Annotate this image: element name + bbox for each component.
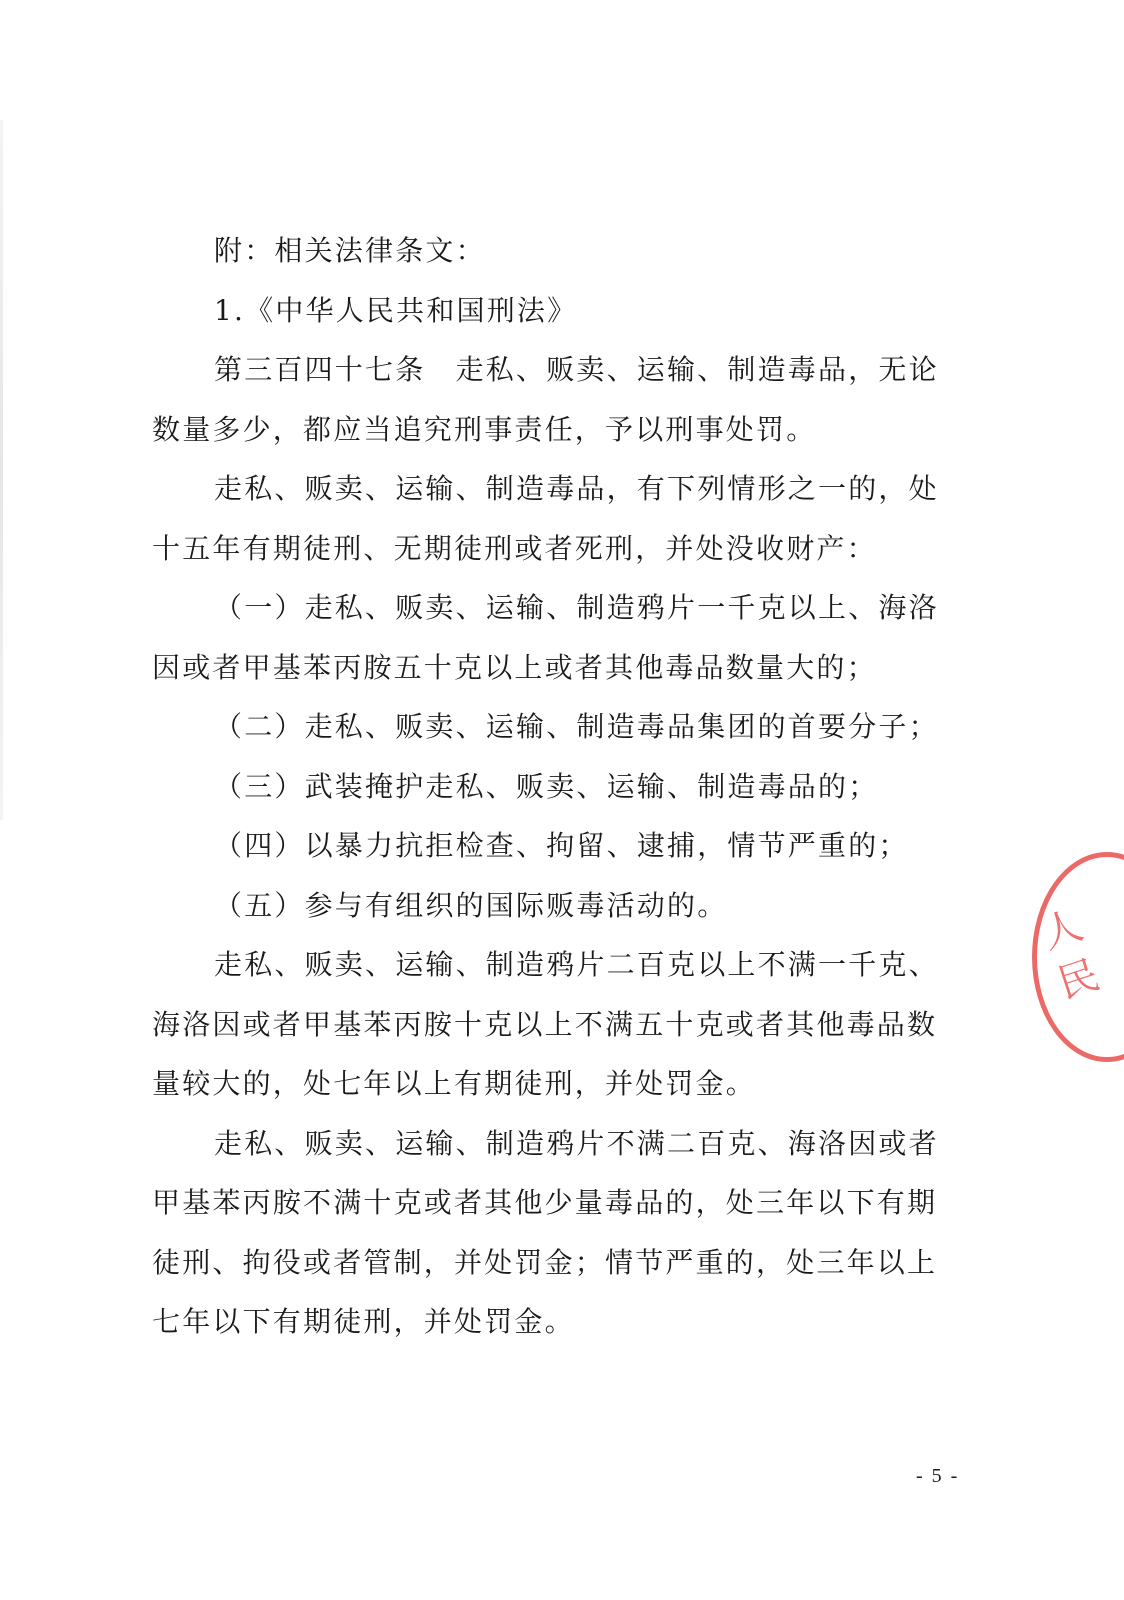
scan-edge-shadow [0,120,3,820]
clause-5: （五）参与有组织的国际贩毒活动的。 [214,888,728,922]
appendix-heading: 附：相关法律条文： [214,234,486,267]
clause-4: （四）以暴力抗拒检查、拘留、逮捕，情节严重的； [214,829,909,862]
clause-2: （二）走私、贩卖、运输、制造毒品集团的首要分子； [214,710,939,743]
page-number: - 5 - [916,1465,960,1487]
article-347-paragraph-2: 走私、贩卖、运输、制造毒品，有下列情形之一的，处十五年有期徒刑、无期徒刑或者死刑，并处没收财产： [152,472,939,565]
law-title: 1.《中华人民共和国刑法》 [214,293,578,327]
seal-lettering: 人民 [1036,902,1105,1008]
clause-3: （三）武装掩护走私、贩卖、运输、制造毒品的； [214,769,879,803]
article-347-paragraph-4: 走私、贩卖、运输、制造鸦片不满二百克、海洛因或者甲基苯丙胺不满十克或者其他少量毒品的，处三年以下有期徒刑、拘役或者管制，并处罚金；情节严重的，处三年以上七年以下有期徒刑，并处罚金。 [152,1126,939,1338]
article-347-paragraph-1: 第三百四十七条 走私、贩卖、运输、制造毒品，无论数量多少，都应当追究刑事责任，予以刑事处罚。 [152,353,939,446]
document-body [152,221,962,1352]
article-347-paragraph-3: 走私、贩卖、运输、制造鸦片二百克以上不满一千克、海洛因或者甲基苯丙胺十克以上不满五十克或者其他毒品数量较大的，处七年以上有期徒刑，并处罚金。 [152,948,939,1100]
clause-1: （一）走私、贩卖、运输、制造鸦片一千克以上、海洛因或者甲基苯丙胺五十克以上或者其他毒品数量大的； [152,591,939,684]
